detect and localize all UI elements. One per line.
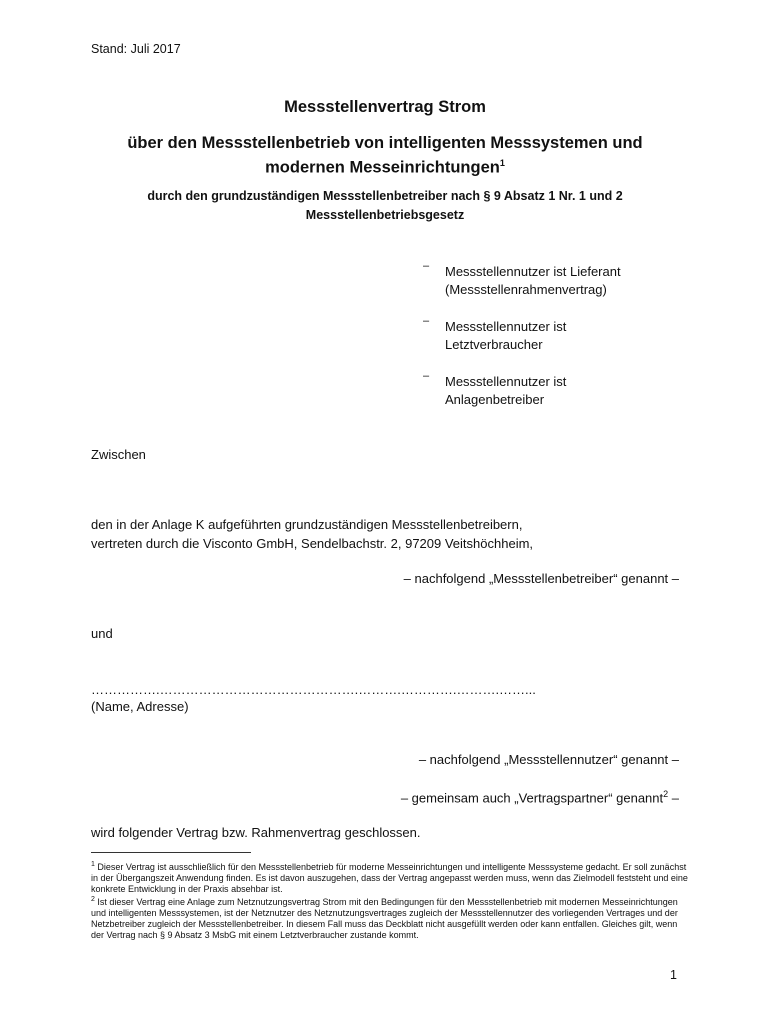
option-label-line-1: Messstellennutzer ist bbox=[445, 374, 567, 389]
and-label: und bbox=[91, 626, 113, 641]
option-label-line-2: Anlagenbetreiber bbox=[445, 392, 545, 407]
page-number: 1 bbox=[670, 968, 677, 982]
footnote-1-number: 1 bbox=[91, 861, 95, 868]
subtitle-line-1: über den Messstellenbetrieb von intelligenten Messsystemen und bbox=[127, 134, 643, 152]
footnote-2 bbox=[91, 894, 691, 941]
byline-line-2: Messstellenbetriebsgesetz bbox=[305, 208, 465, 222]
footnote-2-number: 2 bbox=[91, 896, 95, 903]
contract-parties-text: – gemeinsam auch „Vertragspartner“ genannt bbox=[400, 790, 664, 806]
party-1-designation: – nachfolgend „Messstellenbetreiber“ genannt – bbox=[403, 571, 679, 586]
option-label-line-1: Messstellennutzer ist Lieferant bbox=[445, 264, 621, 279]
footnote-ref-1[interactable]: 1 bbox=[499, 158, 505, 168]
footnote-divider bbox=[91, 852, 251, 853]
party-1-description bbox=[91, 515, 533, 553]
option-label-line-2: (Messstellenrahmenvertrag) bbox=[445, 282, 607, 297]
footnote-2-text: Ist dieser Vertrag eine Anlage zum Netznutzungsvertrag Strom mit den Bedingungen für den Messstellenbetrieb mit modernen Messeinrichtungen und intelligenten Messsystemen, ist der Netznutzer des Netznutzungsvertrages zugleich der Messstellennutzer des vorliegenden Vertrages und der Netzbetreiber zugleich der Messstellenbetreiber. In diesem Fall muss das Deckblatt nicht ausgefüllt werden oder kann entfallen. Gleiches gilt, wenn der Vertrag nach § 9 Absatz 3 MsbG mit einem Letztverbraucher zustande kommt. bbox=[91, 897, 678, 940]
contract-concluded-statement: wird folgender Vertrag bzw. Rahmenvertrag geschlossen. bbox=[91, 825, 421, 840]
option-label-line-1: Messstellennutzer ist bbox=[445, 319, 567, 334]
contract-parties-designation bbox=[401, 789, 679, 805]
option-dash: – bbox=[423, 260, 430, 272]
footnote-ref-2[interactable]: 2 bbox=[663, 789, 669, 799]
name-address-placeholder[interactable]: …………….……………………………………….……….………….……….……... bbox=[91, 682, 536, 697]
byline-line-1: durch den grundzuständigen Messstellenbetreiber nach § 9 Absatz 1 Nr. 1 und 2 bbox=[147, 189, 623, 203]
name-address-label: (Name, Adresse) bbox=[91, 699, 189, 714]
subtitle-line-2 bbox=[0, 153, 770, 178]
document-subtitle bbox=[0, 133, 770, 178]
party-2-designation: – nachfolgend „Messstellennutzer“ genannt – bbox=[418, 752, 679, 767]
footnote-1 bbox=[91, 859, 691, 895]
status-date: Stand: Juli 2017 bbox=[91, 42, 181, 56]
option-dash: – bbox=[423, 315, 430, 327]
between-label: Zwischen bbox=[91, 447, 146, 462]
document-byline bbox=[0, 187, 770, 225]
option-dash: – bbox=[423, 370, 430, 382]
footnote-1-text: Dieser Vertrag ist ausschließlich für den Messstellenbetrieb für moderne Messeinrichtungen und intelligente Messsysteme gedacht. Er soll zunächst in der Übergangszeit Anwendung finden. Es ist davon auszugehen, dass der Vertrag angepasst werden muss, wenn das Zielmodell feststeht und eine konkrete Entwicklung in der Praxis absehbar ist. bbox=[91, 862, 688, 894]
option-label-line-2: Letztverbraucher bbox=[445, 337, 543, 352]
contract-parties-dash: – bbox=[668, 790, 679, 806]
party-1-line-1: den in der Anlage K aufgeführten grundzuständigen Messstellenbetreibern, bbox=[91, 517, 523, 532]
document-title: Messstellenvertrag Strom bbox=[284, 98, 486, 116]
subtitle-line-2-text: modernen Messeinrichtungen bbox=[265, 158, 500, 177]
party-1-line-2: vertreten durch die Visconto GmbH, Sendelbachstr. 2, 97209 Veitshöchheim, bbox=[91, 536, 534, 551]
